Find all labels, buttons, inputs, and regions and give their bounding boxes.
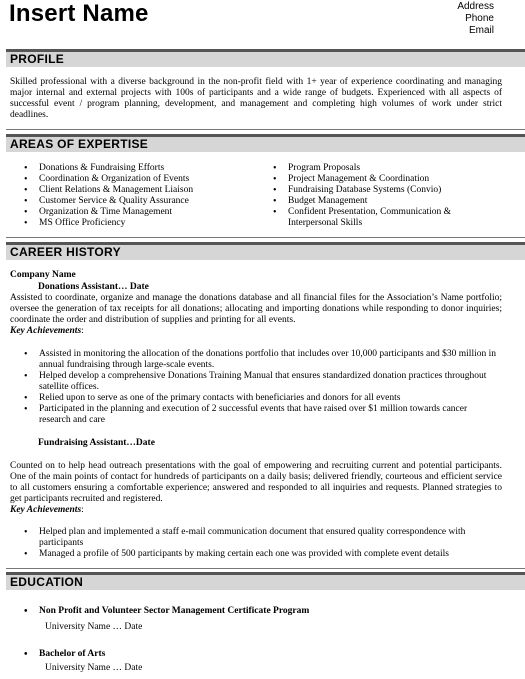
- list-item: • Customer Service & Quality Assurance: [24, 196, 264, 207]
- list-item: • Program Proposals: [273, 163, 483, 174]
- education-list: [24, 649, 484, 660]
- job-title-2: Fundraising Assistant…Date: [38, 438, 155, 448]
- list-item: • MS Office Proficiency: [24, 218, 264, 229]
- education-school: University Name … Date: [45, 663, 143, 673]
- list-item: • Donations & Fundraising Efforts: [24, 163, 264, 174]
- achievements-list-2: [24, 527, 502, 560]
- section-header-education: EDUCATION: [6, 572, 525, 590]
- expertise-list-left: [24, 163, 264, 229]
- education-degree: • Non Profit and Volunteer Sector Management Certificate Program: [24, 606, 484, 617]
- list-item: • Confident Presentation, Communication & Interpersonal Skills: [273, 207, 483, 229]
- contact-phone: Phone: [465, 13, 494, 24]
- section-header-career: CAREER HISTORY: [6, 242, 525, 260]
- achievements-list-1: [24, 349, 500, 426]
- section-header-expertise: AREAS OF EXPERTISE: [6, 134, 525, 152]
- list-item: • Fundraising Database Systems (Convio): [273, 185, 483, 196]
- divider: [6, 237, 525, 238]
- key-achievements-label-1: Key Achievements:: [10, 326, 84, 336]
- education-list: [24, 606, 484, 617]
- job-description-2: Counted on to help head outreach presentations with the goal of empowering and recruiting current and potential participants. One of the main points of contact for hundreds of participants on a daily basis; delivered friendly, courteous and efficient service to all customers ensuring a comfortable experience; answered and responded to all inquiries and requests. Planned strategies to get participants recruited and registered.: [10, 461, 502, 504]
- job-title-1: Donations Assistant… Date: [38, 282, 149, 292]
- divider: [6, 129, 525, 130]
- contact-block: [457, 1, 494, 37]
- education-degree: • Bachelor of Arts: [24, 649, 484, 660]
- expertise-list-right: [273, 163, 483, 229]
- contact-email: Email: [468, 25, 494, 36]
- list-item: • Managed a profile of 500 participants by making certain each one was provided with complete event details: [24, 549, 502, 560]
- divider: [6, 568, 525, 569]
- list-item: • Organization & Time Management: [24, 207, 264, 218]
- profile-text: Skilled professional with a diverse background in the non-profit field with 1+ year of experience coordinating and managing major internal and external projects with 100s of participants and a wide range of budgets. Experienced with all aspects of successful event / program planning, development, and management and completing high volumes of work under strict deadlines.: [10, 77, 502, 120]
- contact-address: Address: [457, 1, 494, 12]
- list-item: • Helped develop a comprehensive Donations Training Manual that ensures standardized donation practices throughout satellite offices.: [24, 371, 500, 393]
- job-description-1: Assisted to coordinate, organize and manage the donations database and all financial files for the Association’s Name portfolio; oversee the generation of tax receipts for all donations; allocating and importing donations while responding to donor inquiries; coordinate the order and distribution of supplies and printing for all events.: [10, 293, 502, 325]
- section-header-profile: PROFILE: [6, 49, 525, 67]
- list-item: • Client Relations & Management Liaison: [24, 185, 264, 196]
- candidate-name: Insert Name: [9, 0, 149, 27]
- list-item: • Assisted in monitoring the allocation of the donations portfolio that includes over 10,000 participants and $30 million in annual fundraising through large-scale events.: [24, 349, 500, 371]
- list-item: • Project Management & Coordination: [273, 174, 483, 185]
- list-item: • Helped plan and implemented a staff e-mail communication document that ensured quality correspondence with participants: [24, 527, 502, 549]
- list-item: • Participated in the planning and execution of 2 successful events that have raised over $1 million towards cancer research and care: [24, 404, 500, 426]
- education-school: University Name … Date: [45, 622, 143, 632]
- list-item: • Coordination & Organization of Events: [24, 174, 264, 185]
- list-item: • Relied upon to serve as one of the primary contacts with beneficiaries and donors for all events: [24, 393, 500, 404]
- list-item: • Budget Management: [273, 196, 483, 207]
- company-name: Company Name: [10, 270, 76, 280]
- key-achievements-label-2: Key Achievements:: [10, 505, 84, 515]
